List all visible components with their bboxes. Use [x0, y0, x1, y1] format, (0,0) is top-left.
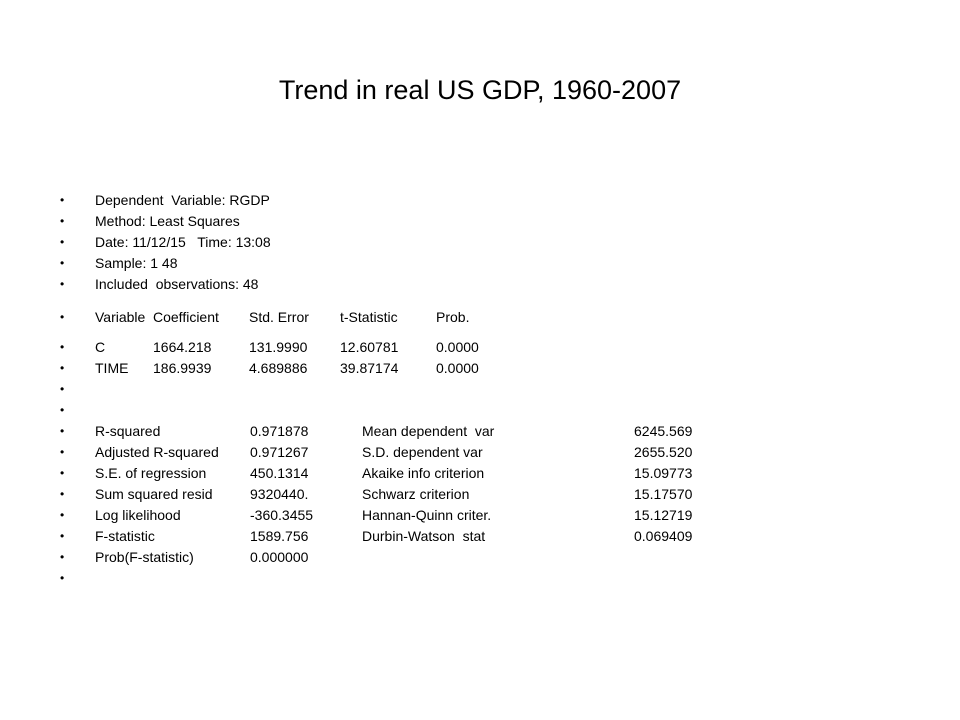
stat-label: Hannan-Quinn criter.	[362, 507, 492, 523]
col-header-coefficient: Coefficient	[153, 309, 219, 325]
col-header-t-statistic: t-Statistic	[340, 309, 398, 325]
stat-value: 0.069409	[634, 528, 693, 544]
stats-row	[60, 463, 920, 484]
stats-row	[60, 442, 920, 463]
col-header-variable: Variable	[95, 309, 146, 325]
col-header-std-error: Std. Error	[249, 309, 309, 325]
stat-value: 0.971267	[250, 444, 309, 460]
stat-value: 15.12719	[634, 507, 693, 523]
stat-label: S.D. dependent var	[362, 444, 483, 460]
stat-label: Akaike info criterion	[362, 465, 485, 481]
stat-value: 0.000000	[250, 549, 309, 565]
stat-value: 1589.756	[250, 528, 309, 544]
cell-prob: 0.0000	[436, 339, 479, 355]
coef-table-row	[60, 358, 920, 379]
cell-t-statistic: 39.87174	[340, 360, 399, 376]
stat-label: Log likelihood	[95, 507, 181, 523]
header-line-observations: • Included observations: 48	[60, 274, 920, 295]
cell-coefficient: 1664.218	[153, 339, 212, 355]
stat-value: 9320440.	[250, 486, 309, 502]
stat-value: -360.3455	[250, 507, 314, 523]
stat-label: Schwarz criterion	[362, 486, 470, 502]
regression-output-list	[60, 190, 920, 589]
cell-std-error: 131.9990	[249, 339, 308, 355]
cell-std-error: 4.689886	[249, 360, 308, 376]
stat-label: Durbin-Watson stat	[362, 528, 486, 544]
coef-table-header-row	[60, 307, 920, 328]
stat-label: Sum squared resid	[95, 486, 213, 502]
coef-table-row	[60, 337, 920, 358]
empty-bullet	[60, 400, 920, 421]
cell-variable: TIME	[95, 360, 129, 376]
stat-label: Adjusted R-squared	[95, 444, 219, 460]
stat-value: 15.09773	[634, 465, 693, 481]
cell-variable: C	[95, 339, 106, 355]
stats-row	[60, 526, 920, 547]
stat-label: R-squared	[95, 423, 161, 439]
cell-coefficient: 186.9939	[153, 360, 212, 376]
stat-value: 15.17570	[634, 486, 693, 502]
stats-row	[60, 421, 920, 442]
slide-title: Trend in real US GDP, 1960-2007	[278, 75, 682, 105]
header-line-method: • Method: Least Squares	[60, 211, 920, 232]
stat-label: Prob(F-statistic)	[95, 549, 194, 565]
stats-row	[60, 547, 920, 568]
empty-bullet	[60, 568, 920, 589]
stat-value: 0.971878	[250, 423, 309, 439]
col-header-prob: Prob.	[436, 309, 470, 325]
stat-value: 450.1314	[250, 465, 309, 481]
header-line-date: • Date: 11/12/15 Time: 13:08	[60, 232, 920, 253]
stats-row	[60, 505, 920, 526]
header-line-sample: • Sample: 1 48	[60, 253, 920, 274]
header-line-dependent-variable: • Dependent Variable: RGDP	[60, 190, 920, 211]
empty-bullet	[60, 379, 920, 400]
cell-t-statistic: 12.60781	[340, 339, 399, 355]
stat-value: 6245.569	[634, 423, 693, 439]
stat-label: S.E. of regression	[95, 465, 207, 481]
stat-value: 2655.520	[634, 444, 693, 460]
stats-row	[60, 484, 920, 505]
stat-label: F-statistic	[95, 528, 155, 544]
cell-prob: 0.0000	[436, 360, 479, 376]
stat-label: Mean dependent var	[362, 423, 495, 439]
